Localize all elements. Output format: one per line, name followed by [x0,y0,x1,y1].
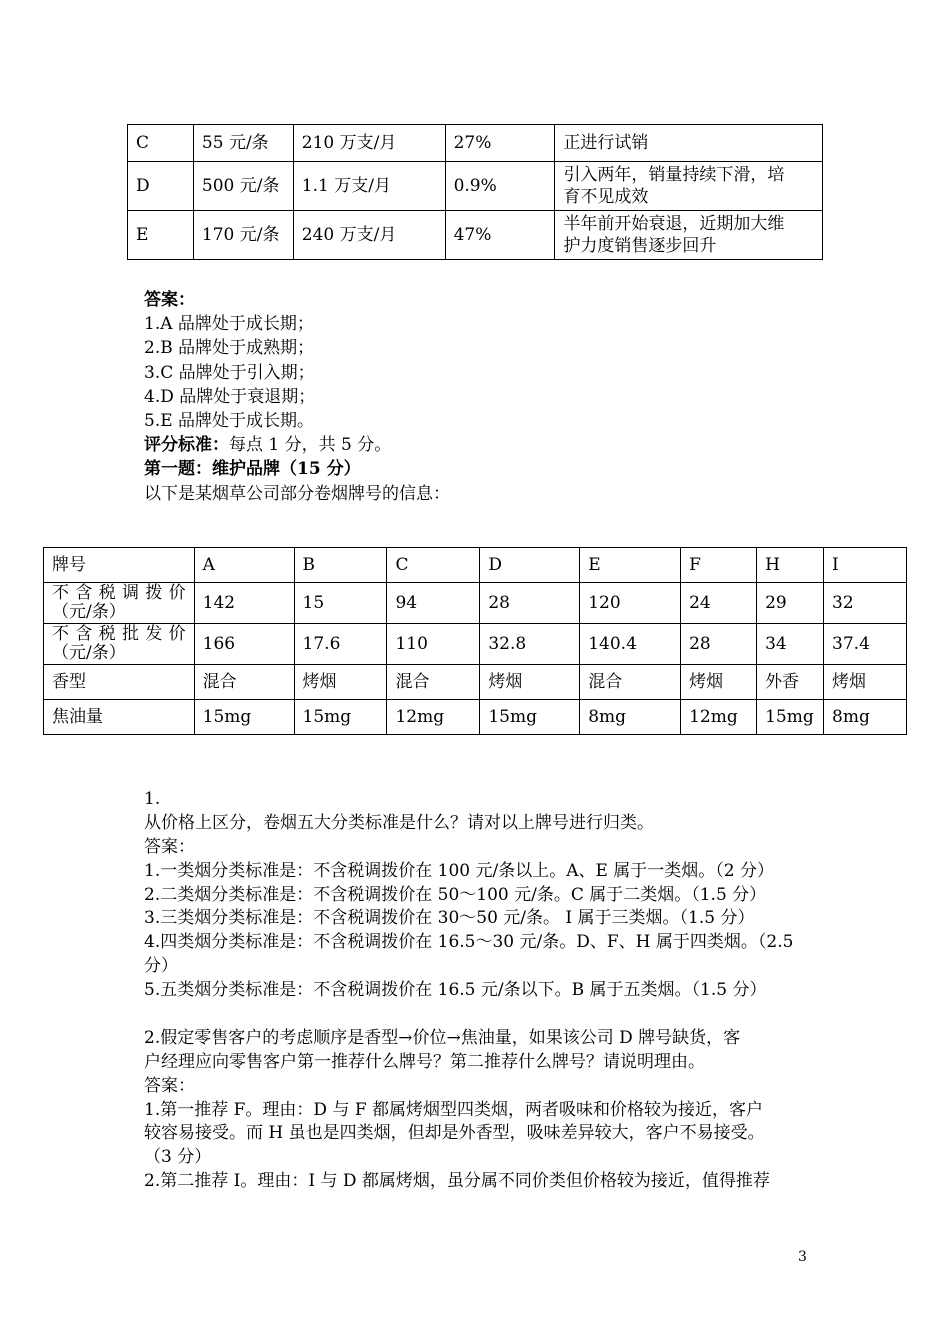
row-label-cell [44,583,195,624]
table-cell: 混合 [194,665,294,700]
answer-item: 1.A 品牌处于成长期； [144,314,314,335]
header-cell: I [824,548,907,583]
blank-line [144,1003,793,1027]
text-line: 3.三类烟分类标准是：不含税调拨价在 30～50 元/条。 I 属于三类烟。（1.5 分） [144,908,755,929]
answer-item: 4.D 品牌处于衰退期； [144,386,316,407]
row-label: 不含税调拨价 [52,583,186,603]
table-cell: D [128,162,194,211]
scoring-label: 评分标准： [144,435,229,456]
table-cell: 混合 [387,665,480,700]
question-answers-section [144,788,793,1194]
table-cell: 140.4 [580,624,681,665]
table-cell: 28 [681,624,757,665]
text-line: 4.四类烟分类标准是：不含税调拨价在 16.5～30 元/条。D、F、H 属于四类烟。（2.5 [144,932,794,953]
table-cell: 外香 [757,665,824,700]
table-cell: 210 万支/月 [293,125,445,162]
text-line: 从价格上区分，卷烟五大分类标准是什么？请对以上牌号进行归类。 [144,812,654,833]
table-cell: 47% [445,211,555,260]
table-cell: 240 万支/月 [293,211,445,260]
cell-text-line: 育不见成效 [563,187,649,207]
header-cell: F [681,548,757,583]
question-intro: 以下是某烟草公司部分卷烟牌号的信息： [144,483,450,504]
table-header-row [44,548,907,583]
header-cell: H [757,548,824,583]
row-label-cell: 焦油量 [44,700,195,735]
table-row [128,125,823,162]
text-line: 户经理应向零售客户第一推荐什么牌号？第二推荐什么牌号？请说明理由。 [144,1051,705,1072]
answer-item: 2.B 品牌处于成熟期； [144,338,315,359]
table-cell: 37.4 [824,624,907,665]
table-cell: 17.6 [294,624,387,665]
table-cell: C [128,125,194,162]
text-line: 2.二类烟分类标准是：不含税调拨价在 50～100 元/条。C 属于二类烟。（1.5 分） [144,884,767,905]
table-cell: 正进行试销 [555,125,823,162]
answer-item: 5.E 品牌处于成长期。 [144,410,315,431]
table-cell: 110 [387,624,480,665]
cell-text-line: 半年前开始衰退，近期加大维 [563,214,785,234]
table-row [44,583,907,624]
text-line: 2.第二推荐 I。理由：I 与 D 都属烤烟，虽分属不同价类但价格较为接近，值得推荐 [144,1171,770,1192]
table-cell: 15mg [480,700,580,735]
table-cell: 12mg [681,700,757,735]
table-cell: 170 元/条 [193,211,293,260]
table-cell [555,211,823,260]
table-cell: 12mg [387,700,480,735]
table-cell: 混合 [580,665,681,700]
table-row [44,624,907,665]
table-row [44,700,907,735]
table-cell: 34 [757,624,824,665]
table-cell: 142 [194,583,294,624]
table-cell: 烤烟 [480,665,580,700]
cell-text-line: 护力度销售逐步回升 [563,236,717,256]
table-cell: 32 [824,583,907,624]
table-cell: 8mg [824,700,907,735]
table-cell: 15mg [194,700,294,735]
answer-item: 3.C 品牌处于引入期； [144,362,315,383]
table-cell: 1.1 万支/月 [293,162,445,211]
table-cell: 24 [681,583,757,624]
table-cell: 27% [445,125,555,162]
table-cell: 32.8 [480,624,580,665]
table-cell: 94 [387,583,480,624]
table-cell: 0.9% [445,162,555,211]
question-title: 第一题：维护品牌（15 分） [144,459,361,480]
table-cell: 500 元/条 [193,162,293,211]
table-cell [555,162,823,211]
table-cell: 55 元/条 [193,125,293,162]
text-line: 5.五类烟分类标准是：不含税调拨价在 16.5 元/条以下。B 属于五类烟。（1.5 分） [144,980,767,1001]
brand-info-table [43,547,907,735]
table-cell: 15 [294,583,387,624]
text-line: 答案： [144,1075,195,1096]
brand-lifecycle-table [127,124,823,260]
table-row [128,211,823,260]
table-row [44,665,907,700]
answer-block [144,288,450,506]
answer-heading: 答案： [144,290,195,310]
text-line: 分） [144,956,178,977]
table-cell: 烤烟 [681,665,757,700]
header-cell: D [480,548,580,583]
row-label-unit: （元/条） [52,643,126,663]
table-cell: 烤烟 [294,665,387,700]
text-line: 1.第一推荐 F。理由：D 与 F 都属烤烟型四类烟，两者吸味和价格较为接近，客户 [144,1099,764,1120]
table-cell: 29 [757,583,824,624]
text-line: 2.假定零售客户的考虑顺序是香型→价位→焦油量，如果该公司 D 牌号缺货，客 [144,1027,741,1048]
header-cell: C [387,548,480,583]
table-cell: 烤烟 [824,665,907,700]
scoring-text: 每点 1 分，共 5 分。 [229,435,392,456]
text-line: 1. [144,789,161,809]
table-cell: 15mg [757,700,824,735]
table-cell: 166 [194,624,294,665]
text-line: 1.一类烟分类标准是：不含税调拨价在 100 元/条以上。A、E 属于一类烟。（2 分） [144,860,775,881]
page-number: 3 [798,1249,807,1265]
table-cell: 8mg [580,700,681,735]
table-cell: 28 [480,583,580,624]
row-label-cell [44,624,195,665]
scoring-standard [144,433,450,457]
table-cell: 120 [580,583,681,624]
row-label-unit: （元/条） [52,602,126,622]
table-cell: E [128,211,194,260]
header-cell: 牌号 [44,548,195,583]
cell-text-line: 引入两年，销量持续下滑，培 [563,165,785,185]
text-line: 较容易接受。而 H 虽也是四类烟，但却是外香型，吸味差异较大，客户不易接受。 [144,1123,765,1144]
header-cell: B [294,548,387,583]
table-row [128,162,823,211]
table-cell: 15mg [294,700,387,735]
header-cell: A [194,548,294,583]
text-line: 答案： [144,836,195,857]
text-line: （3 分） [144,1147,212,1168]
row-label-cell: 香型 [44,665,195,700]
header-cell: E [580,548,681,583]
row-label: 不含税批发价 [52,624,186,644]
